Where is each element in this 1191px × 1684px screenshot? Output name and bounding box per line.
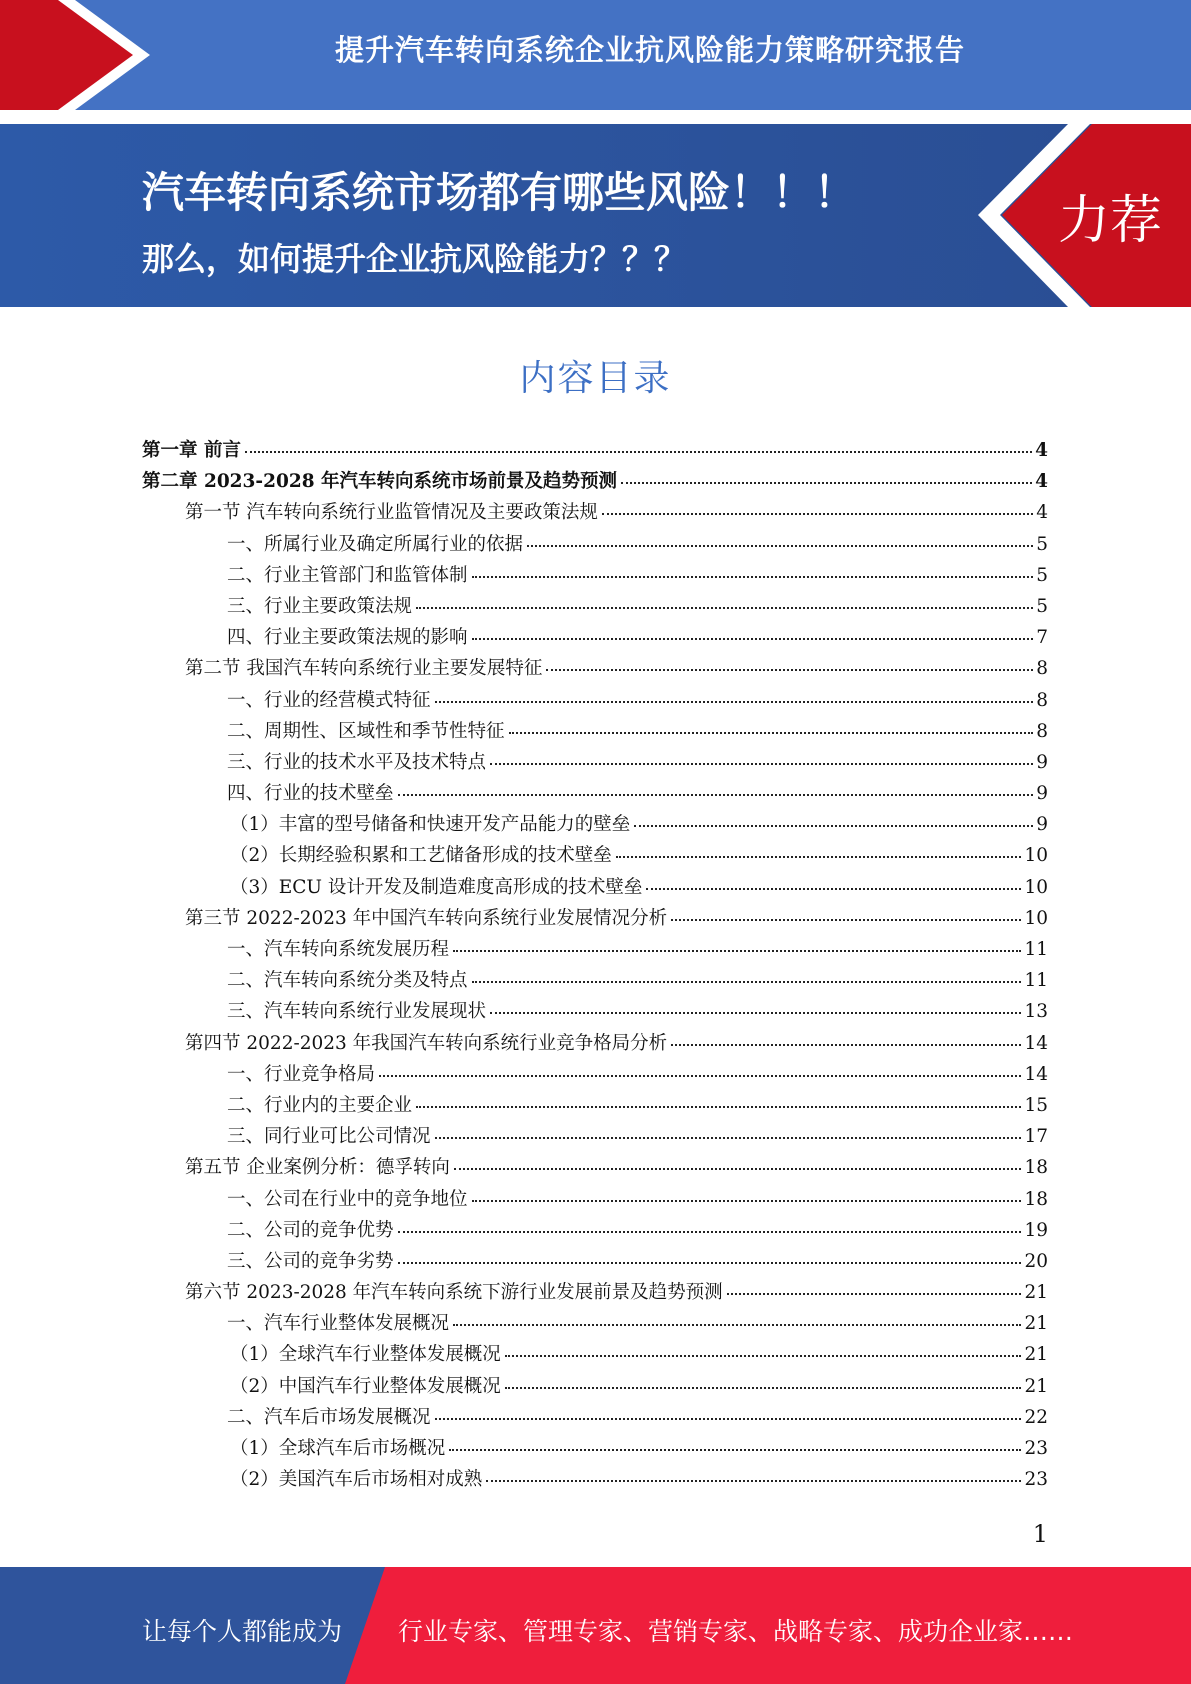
toc-dot-leader [398,1262,1022,1264]
toc-entry[interactable] [142,686,1048,717]
toc-dot-leader [527,545,1033,547]
toc-entry-page: 9 [1036,751,1048,773]
toc-entry-title: （1）丰富的型号储备和快速开发产品能力的壁垒 [230,814,631,836]
toc-entry-page: 4 [1035,440,1048,461]
toc-dot-leader [398,794,1034,796]
toc-entry-title: 四、行业主要政策法规的影响 [227,627,468,649]
toc-dot-leader [505,1355,1022,1357]
toc-dot-leader [453,950,1021,952]
toc-dot-leader [398,1231,1022,1233]
toc-dot-leader [435,1418,1022,1420]
toc-entry[interactable] [142,748,1048,779]
toc-dot-leader [634,825,1033,827]
toc-entry-page: 21 [1024,1375,1048,1397]
toc-entry-title: 一、公司在行业中的竞争地位 [227,1188,468,1210]
toc-entry-page: 17 [1024,1126,1048,1148]
toc-entry-page: 4 [1035,471,1048,493]
toc-entry-page: 23 [1024,1469,1048,1491]
toc-entry[interactable] [142,1247,1048,1278]
toc-dot-leader [453,1324,1021,1326]
toc-entry-page: 5 [1036,595,1048,617]
toc-entry[interactable] [142,1309,1048,1340]
toc-entry[interactable] [142,623,1048,654]
toc-entry-page: 20 [1024,1250,1048,1272]
toc-entry-page: 9 [1036,783,1048,805]
toc-entry-page: 10 [1024,907,1048,929]
toc-entry-page: 11 [1024,970,1048,992]
toc-entry-title: （3）ECU 设计开发及制造难度高形成的技术壁垒 [230,876,643,898]
toc-entry[interactable] [142,935,1048,966]
toc-entry-page: 15 [1024,1094,1048,1116]
toc-entry[interactable] [142,1278,1048,1309]
toc-dot-leader [646,888,1021,890]
footer-slogan-right: 行业专家、管理专家、营销专家、战略专家、成功企业家…… [398,1617,1074,1646]
toc-entry[interactable] [142,779,1048,810]
toc-dot-leader [472,638,1034,640]
toc-entry-page: 4 [1036,502,1048,524]
toc-dot-leader [435,701,1034,703]
toc-entry-page: 23 [1024,1438,1048,1459]
toc-dot-leader [379,1075,1021,1077]
toc-entry-title: 三、汽车转向系统行业发展现状 [227,1001,487,1023]
toc-dot-leader [727,1293,1022,1295]
toc-entry-page: 7 [1036,627,1048,649]
toc-entry-title: （2）美国汽车后市场相对成熟 [230,1469,483,1491]
toc-dot-leader [472,576,1034,578]
toc-dot-leader [435,1137,1022,1139]
toc-entry[interactable] [142,467,1048,498]
toc-entry-page: 11 [1024,939,1048,960]
toc-entry-page: 21 [1024,1313,1048,1335]
toc-entry[interactable] [142,717,1048,748]
toc-entry[interactable] [142,1091,1048,1122]
table-of-contents [142,436,1048,1496]
toc-entry-page: 10 [1024,876,1048,898]
hero-headline: 汽车转向系统市场都有哪些风险！！！ [142,168,857,217]
toc-title: 内容目录 [519,358,672,399]
toc-entry-page: 19 [1024,1219,1048,1241]
toc-entry[interactable] [142,1122,1048,1153]
toc-entry-title: 一、汽车转向系统发展历程 [227,939,450,960]
toc-entry[interactable] [142,498,1048,529]
toc-entry[interactable] [142,841,1048,872]
toc-entry-title: 第三节 2022-2023 年中国汽车转向系统行业发展情况分析 [185,907,668,929]
toc-dot-leader [621,482,1032,484]
toc-entry-page: 22 [1024,1406,1048,1428]
toc-entry-page: 9 [1036,814,1048,836]
toc-entry[interactable] [142,1029,1048,1060]
toc-entry[interactable] [142,1434,1048,1465]
toc-entry-title: 一、所属行业及确定所属行业的依据 [227,533,524,555]
toc-entry-title: 二、行业主管部门和监管体制 [227,564,468,586]
toc-entry-page: 14 [1024,1063,1048,1085]
toc-dot-leader [671,919,1021,921]
toc-dot-leader [490,763,1033,765]
toc-entry-page: 5 [1036,533,1048,555]
toc-entry-page: 8 [1036,720,1048,742]
toc-entry-title: 第二节 我国汽车转向系统行业主要发展特征 [185,658,543,680]
recommend-tag: 力荐 [1058,191,1163,251]
toc-entry[interactable] [142,1340,1048,1371]
hero-subheadline: 那么，如何提升企业抗风险能力？？？ [142,240,687,278]
toc-dot-leader [472,981,1022,983]
toc-entry-page: 8 [1036,658,1048,680]
toc-dot-leader [505,1387,1022,1389]
toc-dot-leader [416,1106,1021,1108]
toc-entry-title: 二、汽车后市场发展概况 [227,1406,431,1428]
toc-dot-leader [472,1200,1022,1202]
toc-entry-title: 一、汽车行业整体发展概况 [227,1313,450,1335]
toc-entry-title: （1）全球汽车后市场概况 [230,1438,446,1459]
toc-entry-page: 8 [1036,689,1048,711]
toc-entry-title: 第四节 2022-2023 年我国汽车转向系统行业竞争格局分析 [185,1032,668,1054]
toc-entry-title: 第五节 企业案例分析：德孚转向 [185,1157,450,1179]
toc-entry[interactable] [142,561,1048,592]
toc-entry-title: 一、行业竞争格局 [227,1063,376,1085]
toc-dot-leader [616,856,1022,858]
toc-entry-title: （1）全球汽车行业整体发展概况 [230,1344,501,1366]
toc-entry-page: 21 [1024,1344,1048,1366]
toc-entry-title: 四、行业的技术壁垒 [227,783,394,805]
toc-entry-title: 第二章 2023-2028 年汽车转向系统市场前景及趋势预测 [142,471,618,493]
toc-dot-leader [671,1044,1021,1046]
toc-entry[interactable] [142,1216,1048,1247]
toc-dot-leader [416,607,1033,609]
toc-entry[interactable] [142,436,1048,467]
toc-entry[interactable] [142,966,1048,997]
footer-slogan-left: 让每个人都能成为 [142,1617,343,1646]
toc-entry[interactable] [142,1465,1048,1496]
toc-entry[interactable] [142,530,1048,561]
toc-entry-page: 10 [1024,845,1048,867]
toc-entry-page: 18 [1024,1157,1048,1179]
toc-entry-page: 13 [1024,1001,1048,1023]
toc-dot-leader [490,1012,1021,1014]
toc-entry-page: 21 [1024,1282,1048,1304]
toc-entry[interactable] [142,1403,1048,1434]
toc-entry[interactable] [142,904,1048,935]
toc-entry-title: 二、公司的竞争优势 [227,1219,394,1241]
toc-entry[interactable] [142,592,1048,623]
toc-entry-page: 5 [1036,564,1048,586]
toc-dot-leader [602,513,1033,515]
toc-entry-title: 三、行业的技术水平及技术特点 [227,751,487,773]
toc-dot-leader [546,669,1033,671]
toc-entry[interactable] [142,810,1048,841]
toc-entry-title: 二、汽车转向系统分类及特点 [227,970,468,992]
toc-entry-title: （2）长期经验积累和工艺储备形成的技术壁垒 [230,845,612,867]
toc-entry-title: 二、周期性、区域性和季节性特征 [227,720,505,742]
toc-entry-page: 18 [1024,1188,1048,1210]
toc-dot-leader [454,1168,1022,1170]
toc-dot-leader [245,451,1032,453]
toc-entry[interactable] [142,997,1048,1028]
toc-entry-title: 二、行业内的主要企业 [227,1094,413,1116]
toc-entry-title: 一、行业的经营模式特征 [227,689,431,711]
page-number: 1 [1032,1520,1048,1548]
toc-entry-title: 三、行业主要政策法规 [227,595,413,617]
toc-entry-title: 三、公司的竞争劣势 [227,1250,394,1272]
toc-entry[interactable] [142,1060,1048,1091]
toc-entry-title: 三、同行业可比公司情况 [227,1126,431,1148]
toc-entry[interactable] [142,1153,1048,1184]
toc-dot-leader [449,1449,1021,1451]
toc-entry-title: 第一节 汽车转向系统行业监管情况及主要政策法规 [185,502,598,524]
toc-dot-leader [509,732,1034,734]
toc-entry-title: （2）中国汽车行业整体发展概况 [230,1375,501,1397]
toc-entry[interactable] [142,1185,1048,1216]
toc-entry[interactable] [142,1372,1048,1403]
toc-entry-title: 第一章 前言 [142,440,241,461]
toc-entry[interactable] [142,873,1048,904]
toc-dot-leader [486,1480,1021,1482]
toc-entry[interactable] [142,654,1048,685]
toc-entry-page: 14 [1024,1032,1048,1054]
banner-title: 提升汽车转向系统企业抗风险能力策略研究报告 [334,33,965,67]
toc-entry-title: 第六节 2023-2028 年汽车转向系统下游行业发展前景及趋势预测 [185,1282,723,1304]
